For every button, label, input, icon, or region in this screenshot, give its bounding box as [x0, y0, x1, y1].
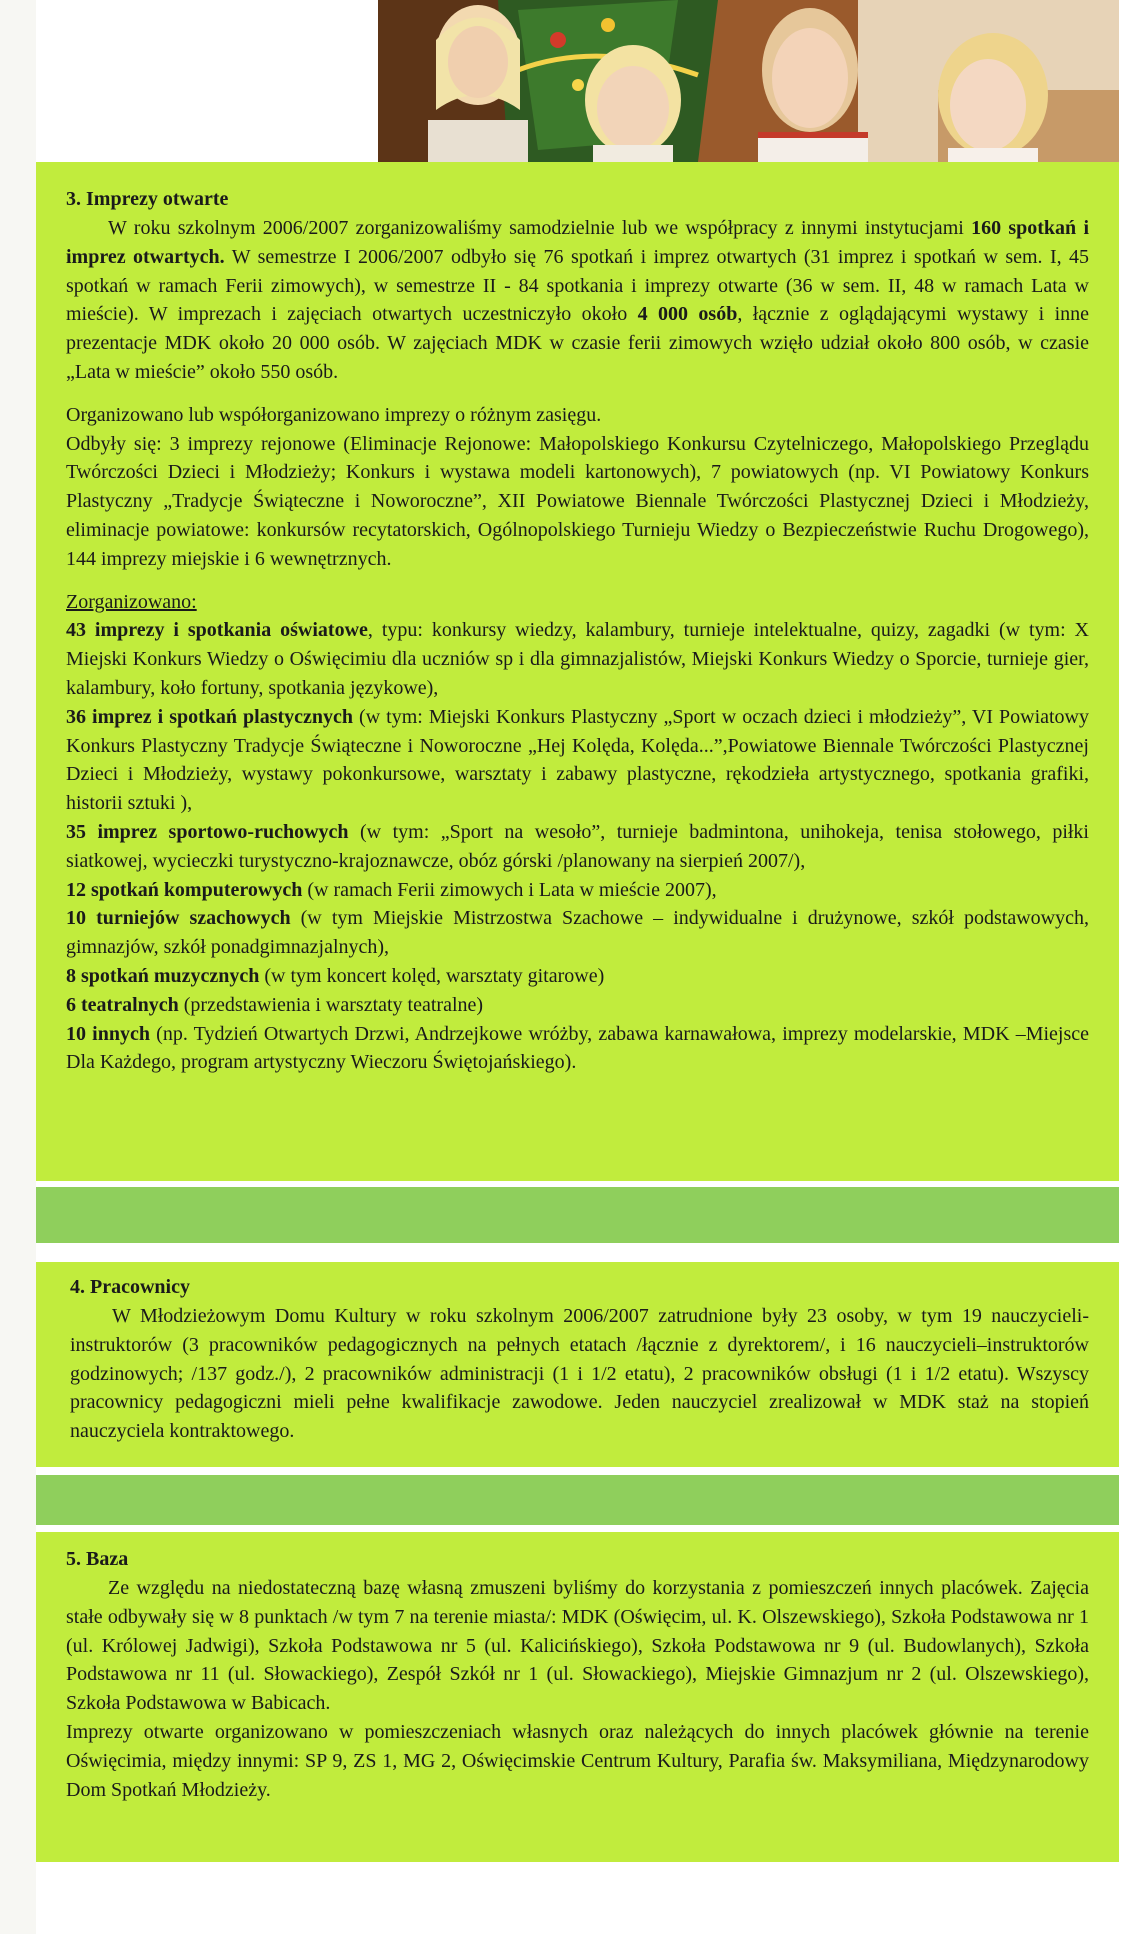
section-5-paragraph-locations: Ze względu na niedostateczną bazę własną zmuszeni byliśmy do korzystania z pomieszczeń innych placówek. Zajęcia stałe odbywały się w 8 punktach /w tym 7 na terenie miasta/: MDK (Oświęcim, ul. K. Olszewskiego), Szkoła Podstawowa nr 1 (ul. Królowej Jadwigi), Szkoła Podstawowa nr 5 (ul. Kalicińskiego), Szkoła Podstawowa nr 9 (ul. Budowlanych), Szkoła Podstawowa nr 11 (ul. Słowackiego), Zespół Szkół nr 1 (ul. Słowackiego), Miejskie Gimnazjum nr 2 (ul. Olszewskiego), Szkoła Podstawowa w Babicach.: [66, 1577, 1089, 1715]
section-open-events: [36, 162, 1119, 1181]
section-5-paragraph-venues: Imprezy otwarte organizowano w pomieszczeniach własnych oraz należących do innych placówek głównie na terenie Oświęcimia, między innymi: SP 9, ZS 1, MG 2, Oświęcimskie Centrum Kultury, Parafia św. Maksymiliana, Międzynarodowy Dom Spotkań Młodzieży.: [66, 1720, 1089, 1801]
text-run-bold: 4 000 osób: [637, 303, 738, 326]
section-3-paragraph-held: Odbyły się: 3 imprezy rejonowe (Eliminacje Rejonowe: Małopolskiego Konkursu Czytelniczego, Małopolskiego Przeglądu Twórczości Dzieci i Młodzieży; Konkurs i wystawa modeli kartonowych), 7 powiatowych (np. VI Powiatowy Konkurs Plastyczny „Tradycje Świąteczne i Noworoczne”, XII Powiatowe Biennale Twórczości Plastycznej Dzieci i Młodzieży, eliminacje powiatowe: konkursów recytatorskich, Ogólnopolskiego Turnieju Wiedzy o Bezpieczeństwie Ruchu Drogowego), 144 imprezy miejskie i 6 wewnętrznych.: [66, 432, 1089, 570]
list-item: [66, 703, 1089, 818]
section-staff: [36, 1262, 1119, 1467]
text-run: , łącznie z oglądającymi wystawy i inne prezentacje MDK około 20 000 osób. W zajęciach MDK w czasie ferii zimowych wzięło udział około 800 osób, w czasie „Lata w mieście” około 550 osób.: [66, 303, 1090, 383]
left-margin-strip: [0, 0, 36, 1934]
list-item-detail: (np. Tydzień Otwartych Drzwi, Andrzejkowe wróżby, zabawa karnawałowa, imprezy modelarskie, MDK –Miejsce Dla Każdego, program artystyczny Wieczoru Świętojańskiego).: [66, 1022, 1089, 1074]
text-run: W roku szkolnym 2006/2007 zorganizowaliśmy samodzielnie lub we współpracy z innymi instytucjami: [108, 217, 972, 239]
text-run-bold: 160 spotkań i imprez otwartych.: [66, 217, 1089, 268]
divider-band: [36, 1475, 1119, 1525]
list-item-count: 8 spotkań muzycznych: [66, 964, 260, 987]
list-item-detail: (w tym: Miejski Konkurs Plastyczny „Sport w oczach dzieci i młodzieży”, VI Powiatowy Konkurs Plastyczny Tradycje Świąteczne i Noworoczne „Hej Kolęda, Kolęda...”,Powiatowe Biennale Twórczości Plastycznej Dzieci i Młodzieży, wystawy pokonkursowe, warsztaty i zabawy plastyczne, rękodzieła artystycznego, spotkania grafiki, historii sztuki ),: [66, 705, 1089, 815]
list-item: [66, 1020, 1089, 1078]
list-item-count: 43 imprezy i spotkania oświatowe: [66, 619, 368, 642]
children-christmas-tree-photo: [378, 0, 1119, 162]
list-item-count: 10 innych: [66, 1022, 150, 1045]
list-item-detail: , typu: konkursy wiedzy, kalambury, turnieje intelektualne, quizy, zagadki (w tym: X Miejski Konkurs Wiedzy o Oświęcimiu dla uczniów sp i dla gimnazjalistów, Miejski Konkurs Wiedzy o Sporcie, turnieje gier, kalambury, koło fortuny, spotkania językowe),: [66, 619, 1089, 699]
text-run: W semestrze I 2006/2007 odbyło się 76 spotkań i imprez otwartych (31 imprez i spotkań w sem. I, 45 spotkań w ramach Ferii zimowych), w semestrze II - 84 spotkania i imprezy otwarte (36 w sem. II, 48 w ramach Lata w mieście). W imprezach i zajęciach otwartych uczestniczyło około: [66, 245, 1090, 326]
organized-label-text: Zorganizowano:: [66, 590, 197, 613]
list-item-detail: (przedstawienia i warsztaty teatralne): [178, 993, 484, 1016]
section-4-heading: 4. Pracownicy: [70, 1276, 190, 1298]
list-item: [66, 876, 1089, 905]
list-item-count: 10 turniejów szachowych: [66, 907, 291, 930]
list-item: [66, 904, 1089, 962]
list-item-detail: (w tym: „Sport na wesoło”, turnieje badmintona, unihokeja, tenisa stołowego, piłki siatkowej, wycieczki turystyczno-krajoznawcze, obóz górski /planowany na sierpień 2007/),: [66, 820, 1089, 872]
list-item-count: 6 teatralnych: [66, 993, 179, 1016]
section-facilities: [36, 1532, 1119, 1862]
organized-items-list: [66, 616, 1089, 1077]
list-item-detail: (w ramach Ferii zimowych i Lata w mieście 2007),: [302, 878, 717, 901]
list-item: [66, 818, 1089, 876]
list-item-count: 36 imprez i spotkań plastycznych: [66, 705, 354, 728]
list-item: [66, 991, 1089, 1020]
list-item-count: 35 imprez sportowo-ruchowych: [66, 820, 349, 843]
section-4-paragraph: W Młodzieżowym Domu Kultury w roku szkolnym 2006/2007 zatrudnione były 23 osoby, w tym 19 nauczycieli-instruktorów (3 pracowników pedagogicznych na pełnych etatach /łącznie z dyrektorem/, i 16 nauczycieli–instruktorów godzinowych; /137 godz./), 2 pracowników administracji (1 i 1/2 etatu), 2 pracowników obsługi (1 i 1/2 etatu). Wszyscy pracownicy pedagogiczni mieli pełne kwalifikacje zawodowe. Jeden nauczyciel zrealizował w MDK staż na stopień nauczyciela kontraktowego.: [70, 1305, 1089, 1443]
list-item-detail: (w tym Miejskie Mistrzostwa Szachowe – indywidualne i drużynowe, szkół podstawowych, gimnazjów, szkół ponadgimnazjalnych),: [66, 907, 1089, 959]
section-3-paragraph-summary: [66, 214, 1089, 387]
section-3-paragraph-scope: Organizowano lub współorganizowano imprezy o różnym zasięgu.: [66, 403, 602, 426]
list-item-count: 12 spotkań komputerowych: [66, 878, 303, 901]
list-item: [66, 616, 1089, 702]
list-item: [66, 962, 1089, 991]
section-5-heading: 5. Baza: [66, 1548, 129, 1570]
organized-label: [66, 588, 1089, 617]
list-item-detail: (w tym koncert kolęd, warsztaty gitarowe): [259, 964, 605, 987]
divider-band: [36, 1187, 1119, 1243]
section-3-heading: 3. Imprezy otwarte: [66, 188, 229, 210]
